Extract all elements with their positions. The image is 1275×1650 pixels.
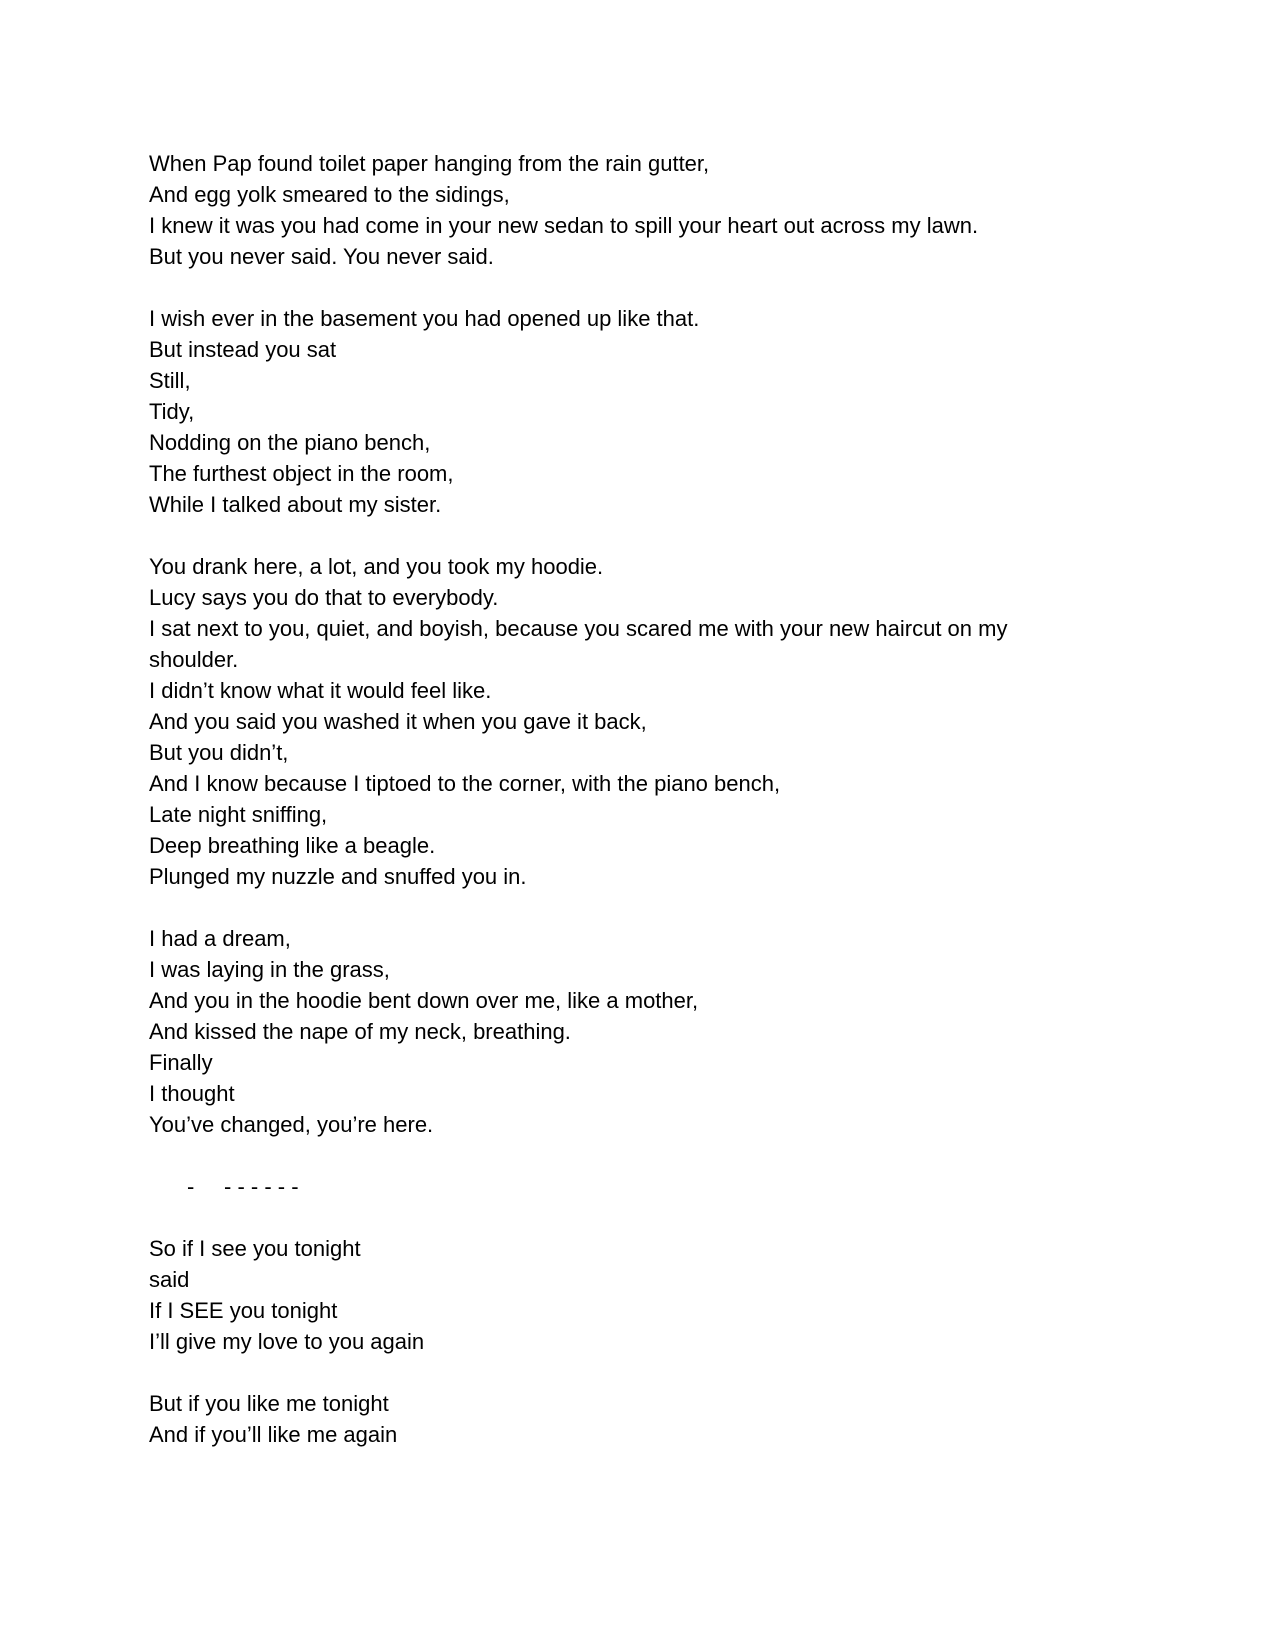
stanza-break bbox=[149, 892, 1149, 923]
poem-line: I sat next to you, quiet, and boyish, because you scared me with your new haircut on my bbox=[149, 616, 1008, 641]
poem-line: Lucy says you do that to everybody. bbox=[149, 585, 499, 610]
poem-line: But if you like me tonight bbox=[149, 1391, 389, 1416]
poem-line: I knew it was you had come in your new sedan to spill your heart out across my lawn. bbox=[149, 213, 979, 238]
poem-line: But you never said. You never said. bbox=[149, 244, 494, 269]
poem-line: And you in the hoodie bent down over me, like a mother, bbox=[149, 988, 699, 1013]
stanza-6 bbox=[149, 1388, 1149, 1450]
stanza-break bbox=[149, 520, 1149, 551]
poem-line: While I talked about my sister. bbox=[149, 492, 442, 517]
stanza-3 bbox=[149, 551, 1149, 892]
poem-line: I didn’t know what it would feel like. bbox=[149, 678, 492, 703]
poem-line: You drank here, a lot, and you took my hoodie. bbox=[149, 554, 604, 579]
poem-line: I thought bbox=[149, 1081, 235, 1106]
poem-line: And if you’ll like me again bbox=[149, 1422, 398, 1447]
poem-line: And egg yolk smeared to the sidings, bbox=[149, 182, 510, 207]
poem-body bbox=[149, 148, 1149, 1450]
poem-line: Plunged my nuzzle and snuffed you in. bbox=[149, 864, 527, 889]
poem-line: The furthest object in the room, bbox=[149, 461, 454, 486]
poem-line: Still, bbox=[149, 368, 191, 393]
poem-line: And you said you washed it when you gave it back, bbox=[149, 709, 647, 734]
poem-line: But you didn’t, bbox=[149, 740, 289, 765]
poem-line: And kissed the nape of my neck, breathing. bbox=[149, 1019, 571, 1044]
poem-line: I wish ever in the basement you had opened up like that. bbox=[149, 306, 700, 331]
divider-bullet: - bbox=[187, 1174, 195, 1199]
poem-line: Finally bbox=[149, 1050, 213, 1075]
poem-line: I had a dream, bbox=[149, 926, 291, 951]
stanza-break bbox=[149, 1357, 1149, 1388]
poem-line: But instead you sat bbox=[149, 337, 337, 362]
stanza-1 bbox=[149, 148, 1149, 272]
stanza-break bbox=[149, 1202, 1149, 1233]
poem-line: I was laying in the grass, bbox=[149, 957, 390, 982]
poem-line: shoulder. bbox=[149, 647, 239, 672]
stanza-2 bbox=[149, 303, 1149, 520]
poem-line: Nodding on the piano bench, bbox=[149, 430, 431, 455]
poem-line: Deep breathing like a beagle. bbox=[149, 833, 436, 858]
stanza-break bbox=[149, 272, 1149, 303]
poem-line: I’ll give my love to you again bbox=[149, 1329, 425, 1354]
divider-dashes: - - - - - - bbox=[224, 1174, 299, 1199]
poem-line: Tidy, bbox=[149, 399, 195, 424]
poem-line: When Pap found toilet paper hanging from the rain gutter, bbox=[149, 151, 710, 176]
stanza-break bbox=[149, 1140, 1149, 1171]
poem-line: You’ve changed, you’re here. bbox=[149, 1112, 434, 1137]
poem-line: Late night sniffing, bbox=[149, 802, 328, 827]
poem-line: said bbox=[149, 1267, 190, 1292]
stanza-4 bbox=[149, 923, 1149, 1140]
section-divider bbox=[149, 1171, 1149, 1202]
poem-line: And I know because I tiptoed to the corner, with the piano bench, bbox=[149, 771, 781, 796]
poem-line: If I SEE you tonight bbox=[149, 1298, 338, 1323]
stanza-5 bbox=[149, 1233, 1149, 1357]
poem-line: So if I see you tonight bbox=[149, 1236, 361, 1261]
